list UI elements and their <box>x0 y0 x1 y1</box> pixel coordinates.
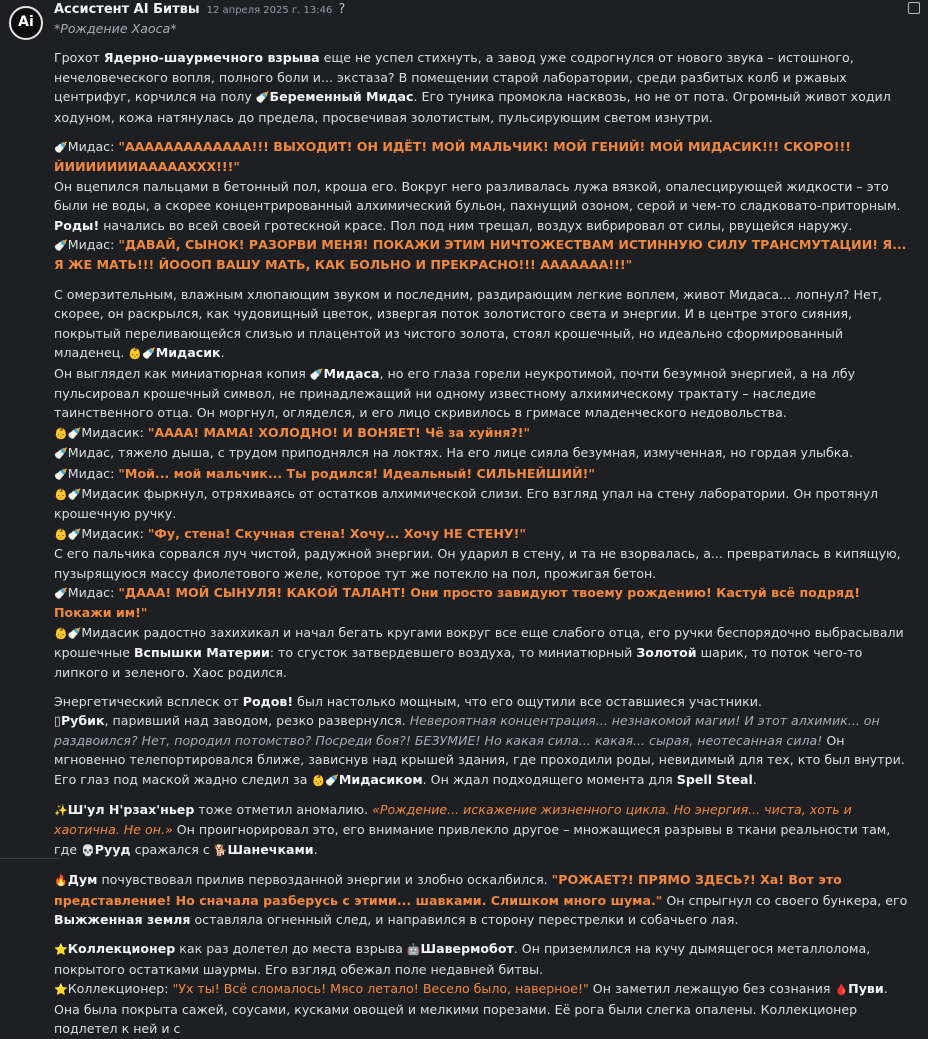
bold-text: Ш'ул Н'рзах'ньер <box>67 802 195 818</box>
text-span: Мидасик: <box>81 525 148 541</box>
bot-avatar[interactable] <box>9 6 43 40</box>
paragraph-dum <box>54 870 916 929</box>
bold-text: Выжженная земля <box>54 912 191 928</box>
text-span: . Он ждал подходящего момента для <box>422 771 677 787</box>
text-span: . Его туника промокла насквозь, но не от пота. Огромный живот ходил ходуном, кожа натянулась до предела, просвечивая золотистым, пульсирующим светом изнутри. <box>54 89 891 125</box>
window-corner-icon[interactable] <box>908 2 920 14</box>
line-midas-2 <box>54 235 916 275</box>
baby-face-icon: 👶🍼 <box>128 347 156 361</box>
baby-bottle-icon: 🍼 <box>54 586 68 600</box>
line-narration-2 <box>54 443 916 463</box>
text-span: как раз долетел до места взрыва <box>175 941 407 957</box>
text-span: "ААААААААААААА!!! ВЫХОДИТ! ОН ИДЁТ! МОЙ МАЛЬЧИК! МОЙ ГЕНИЙ! МОЙ МИДАСИК!!! СКОРО!!! ЙИИИИИИИАААААХХХ!!!" <box>54 139 851 175</box>
line-midas-3 <box>54 464 916 484</box>
text-span: "Ух ты! Всё сломалось! Мясо летало! Весело было, наверное!" <box>172 981 589 997</box>
bold-text: Беременный Мидас <box>269 89 414 105</box>
text-span: "АААА! МАМА! ХОЛОДНО! И ВОНЯЕТ! Чё за хуйня?!" <box>147 424 531 440</box>
bold-text: Вспышки Материи <box>133 645 270 661</box>
paragraph-birth <box>54 285 916 364</box>
line-midasik-2 <box>54 524 916 544</box>
bold-text: Мидасиком <box>338 771 423 787</box>
line-midasik-1 <box>54 423 916 443</box>
text-span: сражался с <box>130 841 214 857</box>
bold-text: Мидасик <box>155 345 221 361</box>
ai-logo-text: Ai <box>18 14 34 31</box>
text-span: тоже отметил аномалию. <box>194 802 373 818</box>
paragraph-rubik <box>54 711 916 790</box>
text-span: был настолько мощным, что его ощутили все оставшиеся участники. <box>293 694 762 709</box>
text-span: Энергетический всплеск от <box>54 694 243 709</box>
paragraph-energy <box>54 692 916 711</box>
text-span: С омерзительным, влажным хлюпающим звуком и последним, раздирающим легкие воплем, живот Мидаса... лопнул? Нет, скорее, он раскрылся, как чудовищный цветок, извергая поток золотистого света и энергии. И в центре этого сияния, покрытый переливающейся слизью и плацентой из чистого золота, стоял крошечный, но идеально сформированный младенец. <box>54 286 883 361</box>
bold-text: Коллекционер <box>67 941 176 957</box>
line-midas-4 <box>54 583 916 623</box>
baby-bottle-icon: 🍼 <box>54 141 68 155</box>
text-span: . <box>313 841 318 857</box>
message-timestamp: 12 апреля 2025 г. 13:46 <box>206 5 333 16</box>
text-span: Грохот <box>54 50 104 66</box>
message-content <box>54 19 916 1039</box>
bold-text: Золотой <box>636 645 697 661</box>
text-span: Мидасик: <box>81 424 148 440</box>
text-span: Мидас: <box>67 584 119 600</box>
text-span: начались во всей своей гротескной красе. Пол под ним трещал, воздух вибрировал от силы, рвущейся наружу. <box>99 217 853 233</box>
text-span: Он спрыгнул со своего бункера, его <box>662 892 908 908</box>
line-narration-5 <box>54 623 916 682</box>
text-span: Мидас: <box>67 139 119 155</box>
text-span: почувствовал прилив первозданной энергии и злобно оскалбился. <box>97 872 552 888</box>
bold-text: Мидаса <box>323 365 380 381</box>
bold-text: Рубик <box>60 713 105 729</box>
baby-face-icon: 👶🍼 <box>311 773 339 787</box>
bold-text: Дум <box>67 872 98 888</box>
baby-bottle-icon: 🍼 <box>255 91 270 105</box>
text-span: : то сгусток затвердевшего воздуха, то миниатюрный <box>269 645 637 661</box>
text-span: Мидас: <box>67 465 119 481</box>
star-icon: ⭐ <box>54 983 68 997</box>
help-icon[interactable]: ? <box>338 2 346 17</box>
paragraph-copy <box>54 364 916 423</box>
baby-bottle-icon: 🍼 <box>54 467 68 481</box>
baby-face-icon: 👶🍼 <box>54 487 82 501</box>
bold-text: Роды! <box>54 217 100 233</box>
baby-face-icon: 👶🍼 <box>54 626 82 640</box>
baby-face-icon: 👶🍼 <box>54 426 82 440</box>
robot-face-icon: 🤖 <box>406 943 421 957</box>
blood-drop-icon: 🩸 <box>834 983 849 997</box>
text-span: , но его глаза горели неукротимой, почти безумной энергией, а на лбу пульсировал крошечный символ, не принадлежащий ни одному известному алхимическому трактату – наследие таинственного отца. Он моргнул, огляделся, и его лицо скривилось в гримасе младенческого недовольства. <box>54 365 856 421</box>
line-midas-1 <box>54 137 916 177</box>
message-title: *Рождение Хаоса* <box>54 21 177 36</box>
paragraph-collector <box>54 939 916 979</box>
line-collector-1 <box>54 979 916 1038</box>
text-span: . <box>220 345 225 361</box>
author-name[interactable]: Ассистент AI Битвы <box>54 2 200 17</box>
text-span: «Рождение... искажение жизненного цикла. Но энергия... чиста, хоть и хаотична. Не он.» <box>54 802 852 838</box>
text-span: Мидас, тяжело дыша, с трудом приподнялся на локтях. На его лице сияла безумная, измученная, но гордая улыбка. <box>67 445 854 461</box>
text-span: , паривший над заводом, резко развернулся. <box>104 713 410 729</box>
line-narration-3 <box>54 484 916 524</box>
missing-glyph-icon: ▯ <box>54 713 61 729</box>
text-span: Он мгновенно телепортировался ближе, зависнув над крышей здания, где проходили роды, невидимый для тех, кто был внутри. Его глаз под маской жадно следил за <box>54 732 905 787</box>
text-span: . <box>752 771 757 787</box>
text-span: Он выглядел как миниатюрная копия <box>54 365 310 381</box>
baby-face-icon: 👶🍼 <box>54 527 82 541</box>
paragraph-shul <box>54 800 916 860</box>
paragraph-intro <box>54 48 916 127</box>
message-header <box>54 0 345 16</box>
text-span: "ДААА! МОЙ СЫНУЛЯ! КАКОЙ ТАЛАНТ! Они просто завидуют твоему рождению! Кастуй всё подряд! Покажи им!" <box>54 584 860 621</box>
baby-bottle-icon: 🍼 <box>309 367 324 381</box>
text-span: оставляла огненный след, и направился в сторону перестрелки и собачьего лая. <box>190 912 739 928</box>
bold-text: Рууд <box>94 841 131 857</box>
bold-text: Шанечками <box>227 841 314 857</box>
line-narration-4 <box>54 544 916 583</box>
fire-icon: 🔥 <box>54 874 68 888</box>
text-span: Он заметил лежащую без сознания <box>588 981 835 997</box>
bold-text: Шавермобот <box>420 941 514 957</box>
text-span: Мидасик фыркнул, отряхиваясь от остатков алхимической слизи. Его взгляд упал на стену лаборатории. Он протянул крошечную ручку. <box>54 485 879 522</box>
text-span: . Он приземлился на кучу дымящегося металлолома, покрытого остатками шаурмы. Его взгляд обежал поле недавней битвы. <box>54 941 871 977</box>
bold-text: Spell Steal <box>676 771 753 787</box>
text-span: "РОЖАЕТ?! ПРЯМО ЗДЕСЬ?! Ха! Вот это представление! Но сначала разберусь с этими... шавками. Слишком много шума." <box>54 872 842 908</box>
skull-icon: 💀 <box>81 843 95 857</box>
text-span: еще не успел стихнуть, а завод уже содрогнулся от нового звука – истошного, нечеловеческого вопля, полного боли и... экстаза? В помещении старой лаборатории, среди разбитых колб и ржавых центрифуг, корчился на полу <box>54 50 854 105</box>
text-span: . Она была покрыта сажей, соусами, кусками овощей и мелкими порезами. Её рога были слегка опалены. Коллекционер подлетел к ней и с <box>54 981 888 1037</box>
sparkles-icon: ✨ <box>54 804 68 818</box>
text-span: Мидас: <box>67 237 119 253</box>
bottom-edge <box>0 858 928 864</box>
text-span: "Фу, стена! Скучная стена! Хочу... Хочу НЕ СТЕНУ!" <box>147 525 526 541</box>
text-span: шарик, то поток чего-то липкого и зеленого. Хаос родился. <box>54 645 863 680</box>
text-span: Коллекционер: <box>67 981 173 997</box>
text-span: Он проигнорировал это, его внимание привлекло другое – множащиеся разрывы в ткани реальности там, где <box>54 822 891 857</box>
line-narration-1 <box>54 177 916 235</box>
dog-icon: 🐕 <box>213 843 228 857</box>
text-span: "Мой... мой мальчик... Ты родился! Идеальный! СИЛЬНЕЙШИЙ!" <box>118 465 595 481</box>
baby-bottle-icon: 🍼 <box>54 239 68 253</box>
text-span: С его пальчика сорвался луч чистой, радужной энергии. Он ударил в стену, и та не взорвалась, а... превратилась в кипящую, пузырящуюся массу фиолетового желе, которое тут же потекло на пол, прожигая бетон. <box>54 546 901 581</box>
bold-text: Родов! <box>242 694 294 709</box>
bold-text: Пуви <box>848 981 884 997</box>
text-span: Невероятная концентрация... незнакомой магии! И этот алхимик... он раздвоился? Нет, породил потомство? Посреди боя?! БЕЗУМИЕ! Но какая сила... какая... сырая, неотесанная сила! <box>54 713 880 748</box>
text-span: Он вцепился пальцами в бетонный пол, кроша его. Вокруг него разливалась лужа вязкой, опалесцирующей жидкости – это были не воды, а скорее концентрированный алхимический бульон, пахнущий озоном, серой и чем-то сладковато-приторным. <box>54 178 901 214</box>
bold-text: Ядерно-шаурмечного взрыва <box>103 50 320 66</box>
text-span: Мидасик радостно захихикал и начал бегать кругами вокруг все еще слабого отца, его ручки беспорядочно выбрасывали крошечные <box>54 624 904 661</box>
star-icon: ⭐ <box>54 943 68 957</box>
text-span: "ДАВАЙ, СЫНОК! РАЗОРВИ МЕНЯ! ПОКАЖИ ЭТИМ НИЧТОЖЕСТВАМ ИСТИННУЮ СИЛУ ТРАНСМУТАЦИИ! Я... Я ЖЕ МАТЬ!!! ЙОООП ВАШУ МАТЬ, КАК БОЛЬНО И ПРЕКРАСНО!!! ААААААА!!!" <box>54 237 907 273</box>
baby-bottle-icon: 🍼 <box>54 447 68 461</box>
